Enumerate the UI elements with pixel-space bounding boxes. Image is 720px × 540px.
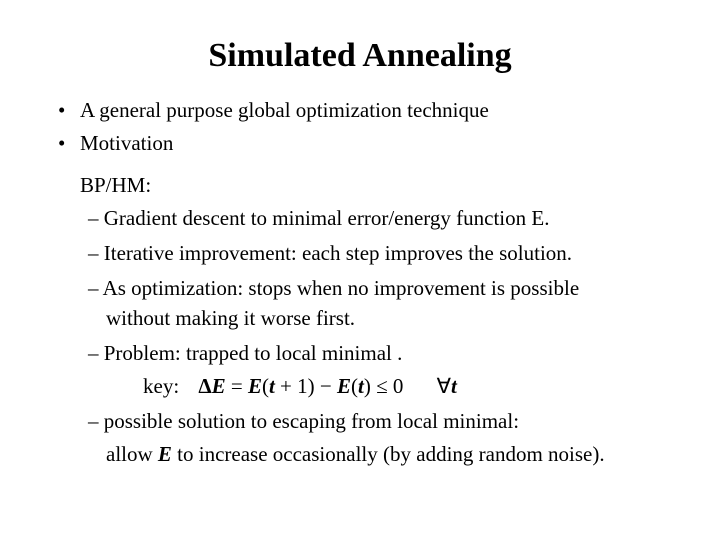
bullet-marker: •: [58, 98, 66, 122]
list-item-continuation: without making it worse first.: [106, 306, 356, 330]
bullet-item: [58, 130, 173, 156]
list-item: – Problem: trapped to local minimal .: [88, 341, 403, 365]
list-item: – Gradient descent to minimal error/energy function E.: [88, 206, 550, 230]
energy-formula: ΔE = E(t + 1) − E(t) ≤ 0 ∀t: [198, 374, 457, 398]
key-label: key:: [143, 374, 180, 398]
subheading: BP/HM:: [80, 173, 152, 197]
list-item: – As optimization: stops when no improvement is possible: [88, 276, 580, 300]
energy-symbol: E: [157, 442, 172, 466]
bullet-text: Motivation: [80, 131, 174, 155]
bullet-marker: •: [58, 131, 66, 155]
list-item: – Iterative improvement: each step improves the solution.: [88, 241, 573, 265]
list-item-continuation: allow E to increase occasionally (by adding random noise).: [106, 442, 605, 466]
bullet-item: [58, 97, 489, 123]
list-item: – possible solution to escaping from local minimal:: [88, 409, 520, 433]
key-line: [143, 373, 457, 399]
slide-title: Simulated Annealing: [208, 37, 512, 74]
bullet-text: A general purpose global optimization technique: [80, 98, 489, 122]
